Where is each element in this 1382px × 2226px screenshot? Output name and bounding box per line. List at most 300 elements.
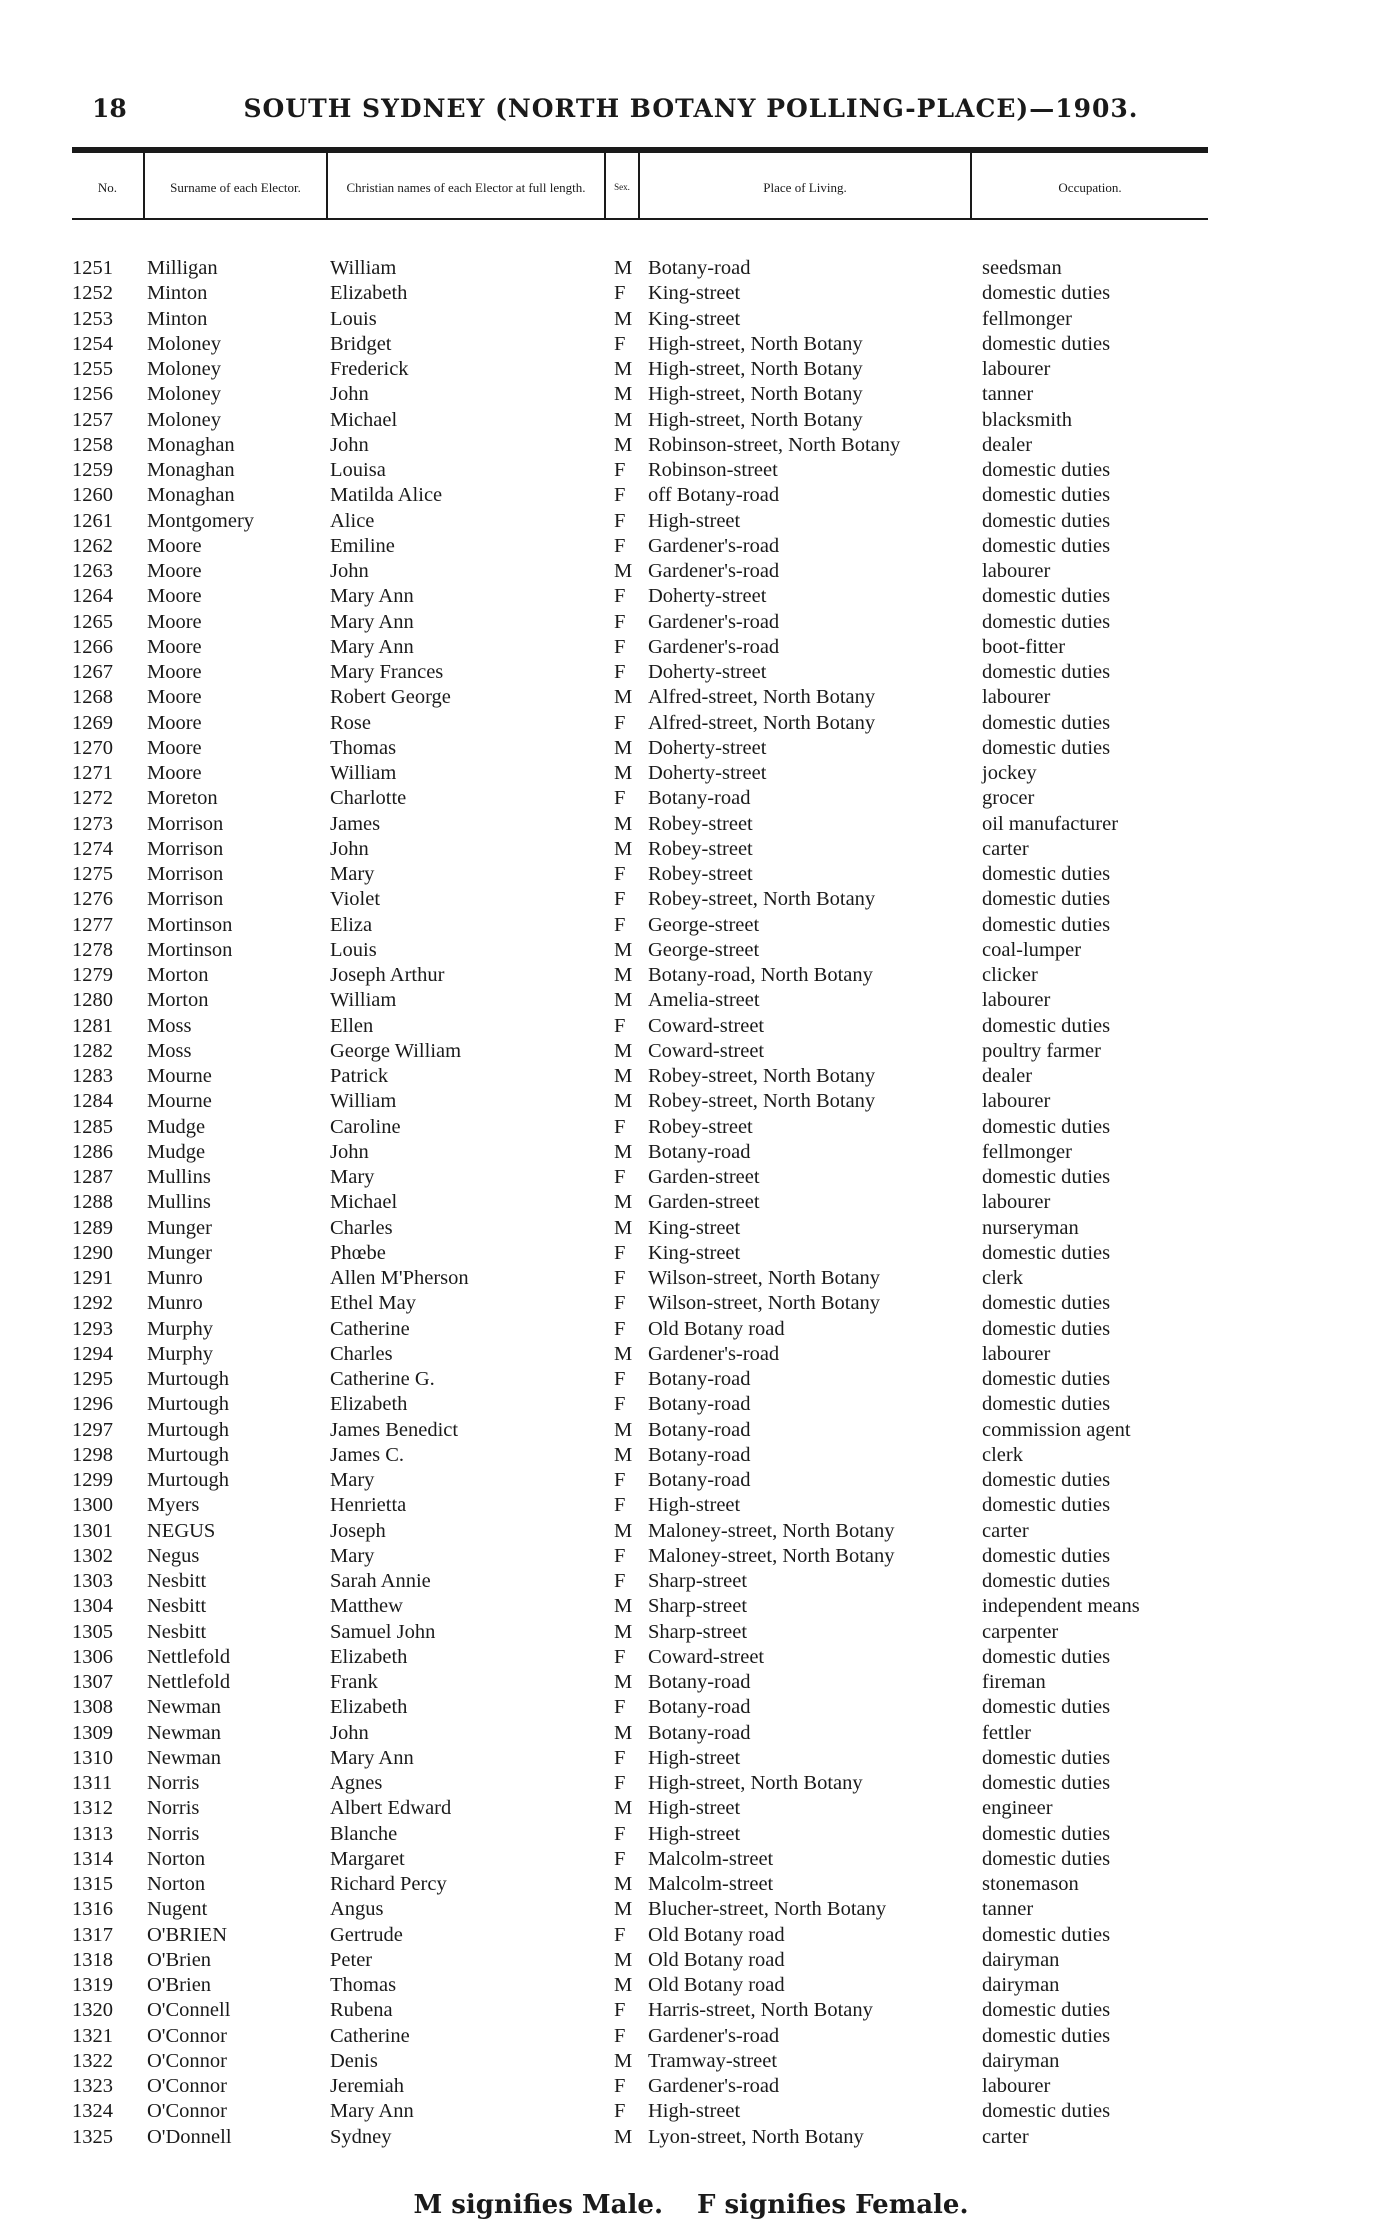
elector-occupation: domestic duties xyxy=(982,282,1111,305)
elector-christian-names: Mary Ann xyxy=(330,1746,414,1769)
elector-occupation: domestic duties xyxy=(982,1822,1111,1845)
elector-surname: Moore xyxy=(147,736,202,759)
elector-place-of-living: Robey-street xyxy=(648,863,753,885)
elector-sex: M xyxy=(614,686,633,709)
elector-sex: M xyxy=(614,358,633,380)
table-row xyxy=(0,862,1382,887)
elector-sex: M xyxy=(614,1797,633,1820)
elector-number: 1293 xyxy=(72,1317,113,1340)
elector-occupation: domestic duties xyxy=(982,1544,1111,1567)
elector-surname: Mourne xyxy=(147,1090,212,1113)
table-row xyxy=(0,1771,1382,1796)
table-row xyxy=(0,736,1382,761)
elector-christian-names: James xyxy=(330,812,381,835)
elector-place-of-living: Botany-road xyxy=(648,787,751,810)
elector-number: 1258 xyxy=(72,433,113,456)
elector-place-of-living: Robinson-street, North Botany xyxy=(648,433,901,456)
footer-female-legend: F signifies Female. xyxy=(697,2190,969,2220)
elector-number: 1263 xyxy=(72,560,113,582)
elector-place-of-living: Coward-street xyxy=(648,1039,765,1062)
elector-sex: F xyxy=(614,787,626,810)
elector-christian-names: James Benedict xyxy=(330,1418,459,1441)
elector-sex: M xyxy=(614,1595,633,1618)
elector-sex: M xyxy=(614,1443,633,1466)
elector-occupation: domestic duties xyxy=(982,1115,1111,1138)
table-row xyxy=(0,1822,1382,1847)
elector-number: 1276 xyxy=(72,888,113,911)
table-row xyxy=(0,1948,1382,1973)
elector-occupation: clerk xyxy=(982,1443,1023,1466)
elector-christian-names: William xyxy=(330,1090,397,1113)
elector-number: 1279 xyxy=(72,964,113,986)
elector-place-of-living: Maloney-street, North Botany xyxy=(648,1519,895,1542)
elector-number: 1321 xyxy=(72,2024,113,2047)
elector-christian-names: Allen M'Pherson xyxy=(330,1267,469,1289)
elector-surname: Newman xyxy=(147,1721,222,1744)
elector-christian-names: Michael xyxy=(330,408,398,431)
elector-surname: Mullins xyxy=(147,1191,211,1214)
elector-number: 1260 xyxy=(72,484,113,507)
elector-place-of-living: Doherty-street xyxy=(648,661,767,683)
elector-christian-names: Jeremiah xyxy=(330,2075,404,2097)
elector-number: 1324 xyxy=(72,2100,113,2123)
elector-sex: M xyxy=(614,408,633,431)
elector-occupation: coal-lumper xyxy=(982,938,1082,961)
elector-sex: F xyxy=(614,1494,626,1517)
elector-number: 1257 xyxy=(72,408,113,431)
elector-christian-names: Elizabeth xyxy=(330,282,408,305)
elector-place-of-living: Maloney-street, North Botany xyxy=(648,1544,895,1567)
elector-christian-names: Angus xyxy=(330,1898,384,1921)
elector-surname: Montgomery xyxy=(147,509,255,532)
table-row xyxy=(0,1519,1382,1544)
elector-occupation: boot-fitter xyxy=(982,635,1066,658)
elector-occupation: labourer xyxy=(982,1191,1051,1214)
table-row xyxy=(0,1190,1382,1215)
elector-number: 1288 xyxy=(72,1191,113,1214)
elector-occupation: domestic duties xyxy=(982,1241,1111,1264)
elector-surname: Moloney xyxy=(147,332,222,355)
elector-surname: Newman xyxy=(147,1746,222,1769)
elector-place-of-living: Malcolm-street xyxy=(648,1847,774,1870)
table-row xyxy=(0,281,1382,306)
elector-sex: F xyxy=(614,534,626,557)
elector-place-of-living: Robey-street, North Botany xyxy=(648,888,876,911)
elector-sex: F xyxy=(614,863,626,885)
elector-place-of-living: Botany-road, North Botany xyxy=(648,964,873,986)
elector-sex: M xyxy=(614,2049,633,2072)
elector-number: 1301 xyxy=(72,1519,113,1542)
elector-surname: Morton xyxy=(147,989,209,1012)
elector-occupation: domestic duties xyxy=(982,2024,1111,2047)
table-row xyxy=(0,382,1382,407)
elector-christian-names: Joseph xyxy=(330,1519,386,1542)
footer-legend xyxy=(0,2190,1382,2220)
table-row xyxy=(0,2049,1382,2074)
elector-number: 1275 xyxy=(72,863,113,885)
elector-christian-names: Thomas xyxy=(330,1974,397,1996)
elector-number: 1272 xyxy=(72,787,113,810)
elector-place-of-living: King-street xyxy=(648,1216,741,1239)
elector-christian-names: Thomas xyxy=(330,736,397,759)
elector-surname: Minton xyxy=(147,307,208,330)
table-row xyxy=(0,509,1382,534)
elector-sex: F xyxy=(614,1645,626,1668)
elector-sex: F xyxy=(614,661,626,683)
elector-christian-names: Ellen xyxy=(330,1014,374,1037)
elector-number: 1300 xyxy=(72,1494,113,1517)
table-row xyxy=(0,357,1382,382)
elector-surname: Mudge xyxy=(147,1140,206,1163)
elector-sex: M xyxy=(614,1090,633,1113)
column-header-no: No. xyxy=(97,179,118,195)
table-row xyxy=(0,1115,1382,1140)
elector-christian-names: Phœbe xyxy=(330,1241,386,1264)
elector-christian-names: John xyxy=(330,1721,369,1744)
elector-surname: Mortinson xyxy=(147,913,233,936)
elector-occupation: labourer xyxy=(982,2075,1051,2097)
elector-number: 1318 xyxy=(72,1948,113,1971)
table-row xyxy=(0,2024,1382,2049)
elector-place-of-living: Botany-road xyxy=(648,1368,751,1390)
elector-sex: M xyxy=(614,1721,633,1744)
elector-christian-names: Mary Ann xyxy=(330,635,414,658)
elector-surname: O'Brien xyxy=(147,1948,212,1971)
elector-christian-names: Louisa xyxy=(330,459,386,481)
table-row xyxy=(0,1064,1382,1089)
elector-place-of-living: Robey-street, North Botany xyxy=(648,1065,876,1087)
elector-surname: Murphy xyxy=(147,1317,214,1340)
elector-sex: M xyxy=(614,1519,633,1542)
elector-surname: Moore xyxy=(147,762,202,784)
table-row xyxy=(0,610,1382,635)
elector-surname: Moore xyxy=(147,560,202,582)
table-row xyxy=(0,1998,1382,2023)
elector-number: 1282 xyxy=(72,1039,113,1062)
elector-surname: Nettlefold xyxy=(147,1645,231,1668)
table-row xyxy=(0,1796,1382,1821)
elector-christian-names: Margaret xyxy=(330,1847,405,1870)
table-row xyxy=(0,483,1382,508)
elector-occupation: domestic duties xyxy=(982,1368,1111,1390)
elector-number: 1295 xyxy=(72,1368,113,1390)
elector-sex: F xyxy=(614,1393,626,1416)
elector-sex: F xyxy=(614,1317,626,1340)
table-row xyxy=(0,1594,1382,1619)
elector-sex: F xyxy=(614,1267,626,1289)
elector-place-of-living: Botany-road xyxy=(648,1696,751,1719)
table-row xyxy=(0,584,1382,609)
elector-surname: Norris xyxy=(147,1772,200,1794)
table-row xyxy=(0,1443,1382,1468)
elector-occupation: labourer xyxy=(982,989,1051,1012)
elector-number: 1253 xyxy=(72,307,113,330)
table-row xyxy=(0,1089,1382,1114)
elector-sex: F xyxy=(614,1772,626,1794)
elector-surname: Munro xyxy=(147,1292,203,1315)
elector-number: 1281 xyxy=(72,1014,113,1037)
elector-surname: Norton xyxy=(147,1847,206,1870)
elector-christian-names: Rose xyxy=(330,711,371,734)
elector-sex: F xyxy=(614,2075,626,2097)
elector-surname: Milligan xyxy=(147,257,218,279)
elector-number: 1277 xyxy=(72,913,113,936)
elector-surname: Murtough xyxy=(147,1469,229,1491)
elector-occupation: domestic duties xyxy=(982,484,1111,507)
table-row xyxy=(0,1165,1382,1190)
elector-place-of-living: Sharp-street xyxy=(648,1620,748,1643)
table-row xyxy=(0,256,1382,281)
elector-place-of-living: Old Botany road xyxy=(648,1948,785,1971)
elector-number: 1309 xyxy=(72,1721,113,1744)
elector-surname: Munro xyxy=(147,1267,203,1289)
elector-place-of-living: High-street, North Botany xyxy=(648,1772,863,1794)
elector-number: 1284 xyxy=(72,1090,113,1113)
elector-occupation: domestic duties xyxy=(982,610,1111,633)
elector-occupation: dealer xyxy=(982,1065,1033,1087)
elector-occupation: domestic duties xyxy=(982,1317,1111,1340)
elector-place-of-living: King-street xyxy=(648,307,741,330)
elector-number: 1297 xyxy=(72,1418,113,1441)
elector-place-of-living: Gardener's-road xyxy=(648,560,780,582)
elector-occupation: domestic duties xyxy=(982,332,1111,355)
elector-place-of-living: Sharp-street xyxy=(648,1595,748,1618)
elector-sex: F xyxy=(614,888,626,911)
table-row xyxy=(0,458,1382,483)
elector-occupation: domestic duties xyxy=(982,711,1111,734)
elector-sex: F xyxy=(614,1696,626,1719)
elector-place-of-living: Amelia-street xyxy=(648,989,760,1012)
elector-place-of-living: Wilson-street, North Botany xyxy=(648,1267,881,1289)
elector-sex: F xyxy=(614,1544,626,1567)
elector-surname: O'Connor xyxy=(147,2075,227,2097)
elector-christian-names: Catherine xyxy=(330,1317,410,1340)
elector-number: 1323 xyxy=(72,2075,113,2097)
elector-christian-names: Mary Ann xyxy=(330,2100,414,2123)
table-row xyxy=(0,1342,1382,1367)
table-row xyxy=(0,988,1382,1013)
elector-surname: Nesbitt xyxy=(147,1620,207,1643)
elector-sex: M xyxy=(614,736,633,759)
elector-christian-names: William xyxy=(330,989,397,1012)
elector-sex: F xyxy=(614,2100,626,2123)
elector-surname: Moreton xyxy=(147,787,218,810)
elector-christian-names: Mary xyxy=(330,1544,375,1567)
elector-number: 1291 xyxy=(72,1267,113,1289)
elector-occupation: clicker xyxy=(982,964,1038,986)
elector-christian-names: Elizabeth xyxy=(330,1393,408,1416)
elector-place-of-living: Botany-road xyxy=(648,1418,751,1441)
elector-christian-names: Mary xyxy=(330,1469,375,1491)
elector-occupation: blacksmith xyxy=(982,408,1072,431)
elector-christian-names: Elizabeth xyxy=(330,1696,408,1719)
elector-number: 1303 xyxy=(72,1570,113,1592)
elector-place-of-living: Coward-street xyxy=(648,1014,765,1037)
table-row xyxy=(0,1544,1382,1569)
elector-sex: F xyxy=(614,1822,626,1845)
elector-christian-names: William xyxy=(330,257,397,279)
table-row xyxy=(0,1367,1382,1392)
elector-sex: M xyxy=(614,964,633,986)
elector-surname: Moore xyxy=(147,686,202,709)
elector-occupation: domestic duties xyxy=(982,459,1111,481)
elector-surname: Morrison xyxy=(147,888,224,911)
table-row xyxy=(0,1014,1382,1039)
elector-occupation: oil manufacturer xyxy=(982,812,1119,835)
elector-occupation: fellmonger xyxy=(982,1140,1072,1163)
elector-occupation: carter xyxy=(982,2125,1029,2148)
table-row xyxy=(0,1317,1382,1342)
elector-surname: O'Connor xyxy=(147,2100,227,2123)
elector-occupation: poultry farmer xyxy=(982,1039,1101,1062)
elector-surname: Moore xyxy=(147,661,202,683)
elector-sex: M xyxy=(614,1873,633,1895)
elector-sex: F xyxy=(614,1847,626,1870)
elector-christian-names: Mary xyxy=(330,863,375,885)
table-row xyxy=(0,332,1382,357)
elector-number: 1287 xyxy=(72,1166,113,1188)
elector-christian-names: Elizabeth xyxy=(330,1645,408,1668)
elector-place-of-living: High-street, North Botany xyxy=(648,408,863,431)
elector-number: 1270 xyxy=(72,736,113,759)
elector-table xyxy=(0,256,1382,2150)
table-row xyxy=(0,837,1382,862)
elector-place-of-living: Malcolm-street xyxy=(648,1873,774,1895)
elector-surname: O'BRIEN xyxy=(147,1923,227,1946)
elector-place-of-living: Robey-street, North Botany xyxy=(648,1090,876,1113)
elector-place-of-living: Botany-road xyxy=(648,1393,751,1416)
elector-occupation: domestic duties xyxy=(982,1570,1111,1592)
elector-place-of-living: Old Botany road xyxy=(648,1923,785,1946)
table-row xyxy=(0,1897,1382,1922)
elector-surname: Mourne xyxy=(147,1065,212,1087)
table-row xyxy=(0,1266,1382,1291)
elector-christian-names: Sydney xyxy=(330,2125,392,2148)
elector-occupation: jockey xyxy=(982,762,1037,784)
elector-place-of-living: High-street, North Botany xyxy=(648,332,863,355)
elector-christian-names: William xyxy=(330,762,397,784)
elector-occupation: dealer xyxy=(982,433,1033,456)
elector-christian-names: John xyxy=(330,1140,369,1163)
elector-christian-names: Alice xyxy=(330,509,375,532)
elector-number: 1268 xyxy=(72,686,113,709)
elector-christian-names: Violet xyxy=(330,888,381,911)
table-row xyxy=(0,408,1382,433)
elector-place-of-living: High-street xyxy=(648,1797,741,1820)
elector-place-of-living: George-street xyxy=(648,938,760,961)
elector-surname: Newman xyxy=(147,1696,222,1719)
elector-place-of-living: Old Botany road xyxy=(648,1317,785,1340)
elector-sex: M xyxy=(614,989,633,1012)
elector-surname: Norton xyxy=(147,1873,206,1895)
elector-occupation: domestic duties xyxy=(982,1999,1111,2022)
elector-christian-names: John xyxy=(330,560,369,582)
elector-surname: Myers xyxy=(147,1494,200,1517)
elector-number: 1317 xyxy=(72,1923,113,1946)
elector-number: 1312 xyxy=(72,1797,113,1820)
elector-number: 1316 xyxy=(72,1898,113,1921)
elector-number: 1262 xyxy=(72,534,113,557)
elector-occupation: labourer xyxy=(982,1090,1051,1113)
table-row xyxy=(0,1493,1382,1518)
elector-occupation: labourer xyxy=(982,686,1051,709)
elector-occupation: stonemason xyxy=(982,1873,1079,1895)
table-row xyxy=(0,1241,1382,1266)
table-row xyxy=(0,2099,1382,2124)
table-row xyxy=(0,887,1382,912)
elector-place-of-living: Gardener's-road xyxy=(648,635,780,658)
elector-occupation: domestic duties xyxy=(982,2100,1111,2123)
page-title: SOUTH SYDNEY (NORTH BOTANY POLLING-PLACE)—1903. xyxy=(243,94,1139,123)
elector-christian-names: Gertrude xyxy=(330,1923,403,1946)
elector-place-of-living: Coward-street xyxy=(648,1645,765,1668)
elector-sex: F xyxy=(614,2024,626,2047)
elector-place-of-living: Wilson-street, North Botany xyxy=(648,1292,881,1315)
table-row xyxy=(0,711,1382,736)
elector-number: 1307 xyxy=(72,1671,113,1693)
elector-place-of-living: King-street xyxy=(648,1241,741,1264)
elector-surname: O'Connor xyxy=(147,2049,227,2072)
elector-surname: Moloney xyxy=(147,358,222,380)
elector-christian-names: Emiline xyxy=(330,534,395,557)
elector-surname: NEGUS xyxy=(147,1519,216,1542)
elector-christian-names: John xyxy=(330,433,369,456)
elector-place-of-living: Robey-street xyxy=(648,837,753,860)
elector-surname: Moss xyxy=(147,1014,192,1037)
elector-occupation: domestic duties xyxy=(982,1746,1111,1769)
elector-occupation: clerk xyxy=(982,1267,1023,1289)
elector-sex: M xyxy=(614,1671,633,1693)
elector-christian-names: Frederick xyxy=(330,358,409,380)
elector-christian-names: Mary Ann xyxy=(330,585,414,608)
elector-christian-names: Sarah Annie xyxy=(330,1570,431,1592)
elector-christian-names: Joseph Arthur xyxy=(330,964,445,986)
elector-occupation: labourer xyxy=(982,560,1051,582)
elector-occupation: fireman xyxy=(982,1671,1046,1693)
elector-place-of-living: Old Botany road xyxy=(648,1974,785,1996)
elector-place-of-living: Blucher-street, North Botany xyxy=(648,1898,887,1921)
elector-christian-names: Peter xyxy=(330,1948,373,1971)
elector-christian-names: Louis xyxy=(330,307,377,330)
elector-occupation: domestic duties xyxy=(982,913,1111,936)
elector-place-of-living: Alfred-street, North Botany xyxy=(648,686,876,709)
elector-sex: M xyxy=(614,2125,633,2148)
table-row xyxy=(0,1973,1382,1998)
elector-surname: Monaghan xyxy=(147,484,235,507)
elector-sex: F xyxy=(614,635,626,658)
elector-occupation: domestic duties xyxy=(982,736,1111,759)
elector-number: 1259 xyxy=(72,459,113,481)
elector-sex: M xyxy=(614,560,633,582)
elector-sex: M xyxy=(614,1948,633,1971)
elector-sex: M xyxy=(614,1898,633,1921)
elector-place-of-living: Alfred-street, North Botany xyxy=(648,711,876,734)
elector-christian-names: Robert George xyxy=(330,686,451,709)
elector-place-of-living: Garden-street xyxy=(648,1166,760,1188)
elector-surname: Murtough xyxy=(147,1368,229,1390)
table-row xyxy=(0,1923,1382,1948)
elector-number: 1294 xyxy=(72,1342,113,1365)
elector-occupation: dairyman xyxy=(982,2049,1060,2072)
elector-sex: M xyxy=(614,762,633,784)
elector-surname: Negus xyxy=(147,1544,200,1567)
elector-sex: M xyxy=(614,1191,633,1214)
elector-occupation: domestic duties xyxy=(982,1494,1111,1517)
elector-christian-names: Bridget xyxy=(330,332,392,355)
elector-sex: F xyxy=(614,1115,626,1138)
table-row xyxy=(0,1418,1382,1443)
table-row xyxy=(0,1872,1382,1897)
